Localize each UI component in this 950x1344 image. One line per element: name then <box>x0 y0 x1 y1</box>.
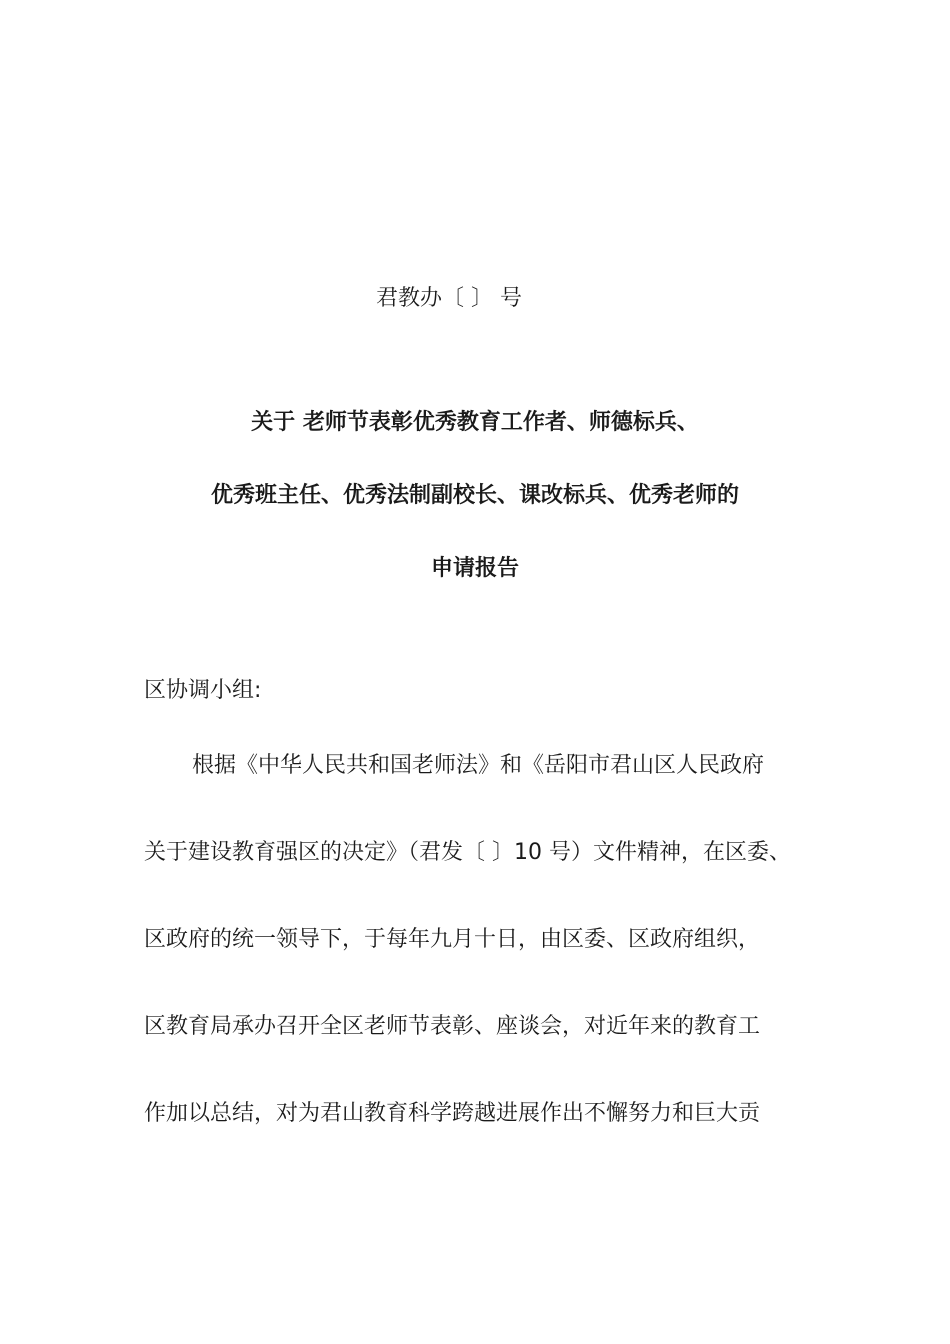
title-line-1: 关于 老师节表彰优秀教育工作者、师德标兵、 <box>251 410 699 435</box>
title-line-2: 优秀班主任、优秀法制副校长、课改标兵、优秀老师的 <box>210 483 739 508</box>
body-line-2: 关于建设教育强区的决定》（君发〔 〕10 号）文件精神，在区委、 <box>144 840 791 865</box>
body-line-1: 根据《中华人民共和国老师法》和《岳阳市君山区人民政府 <box>192 753 765 778</box>
body-line-4: 区教育局承办召开全区老师节表彰、座谈会，对近年来的教育工 <box>144 1014 761 1039</box>
document-number: 君教办〔 〕 号 <box>376 286 522 311</box>
title-line-3: 申请报告 <box>430 556 519 581</box>
body-line-5: 作加以总结，对为君山教育科学跨越进展作出不懈努力和巨大贡 <box>144 1101 761 1126</box>
salutation: 区协调小组: <box>144 678 262 703</box>
body-line-3: 区政府的统一领导下，于每年九月十日，由区委、区政府组织， <box>144 927 761 952</box>
